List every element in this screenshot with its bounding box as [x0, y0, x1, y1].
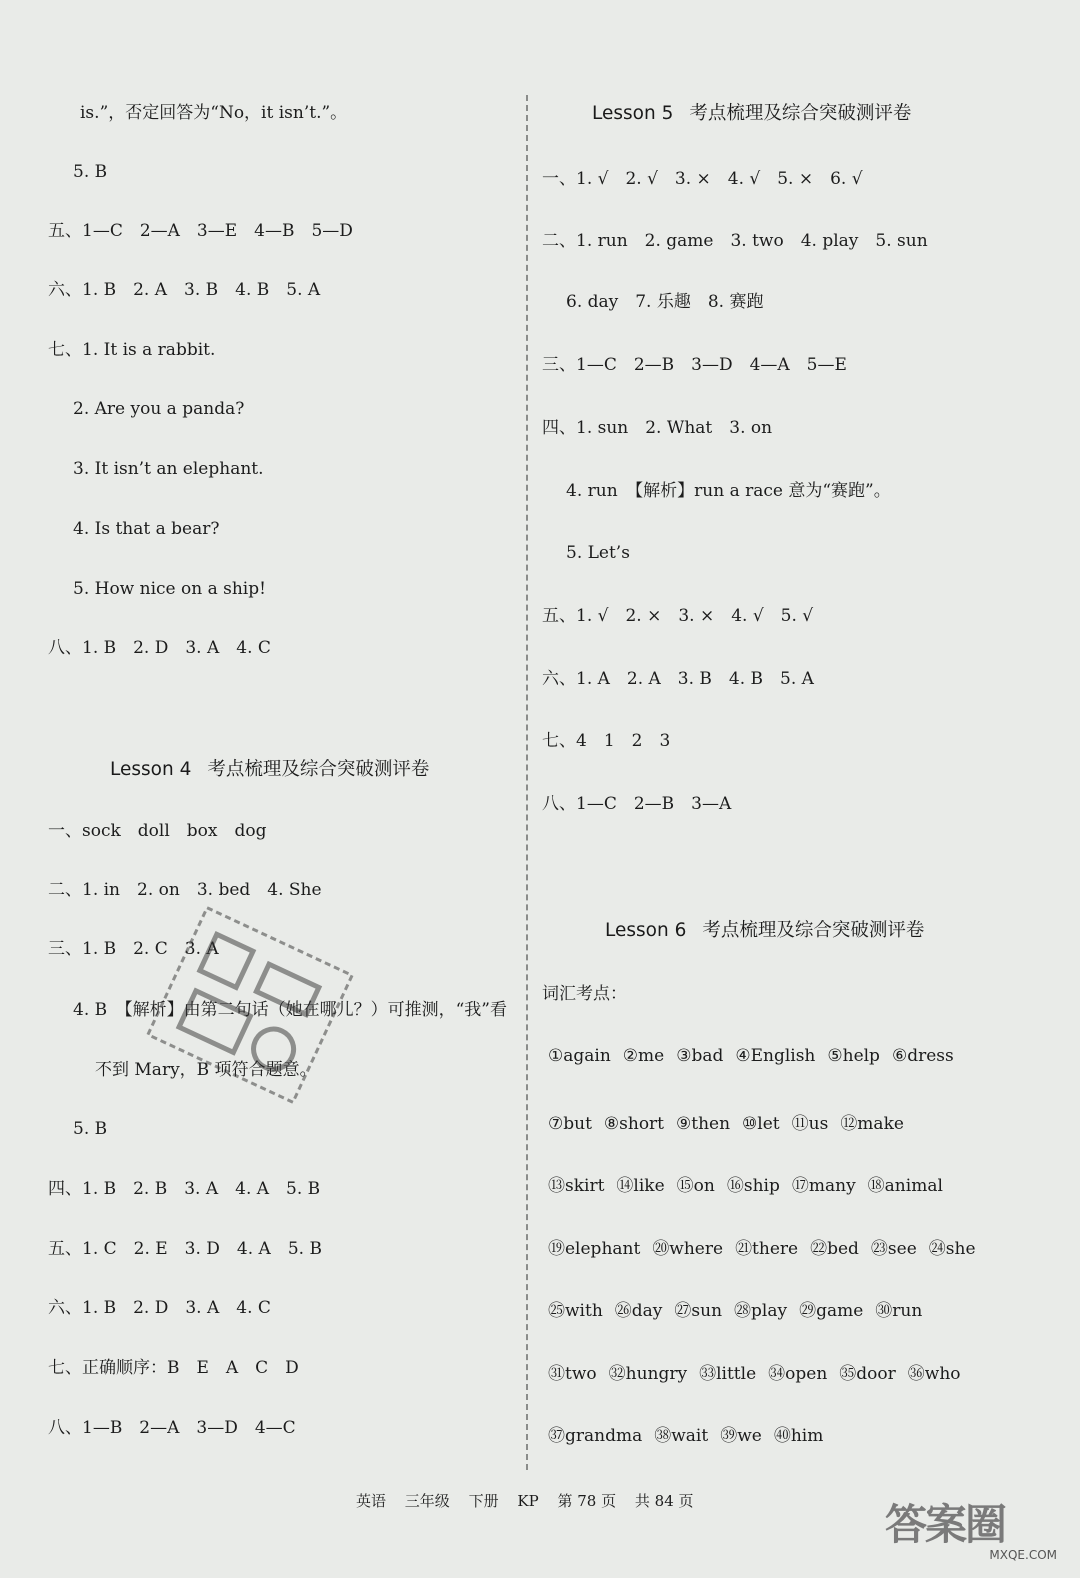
answer-line: 5. How nice on a ship! — [73, 579, 266, 599]
vocab-word: ⑯ship — [726, 1176, 780, 1196]
watermark-logo — [885, 1492, 1065, 1564]
vocab-word: ㉔she — [928, 1238, 976, 1259]
answer-line: 五、1—C 2—A 3—E 4—B 5—D — [48, 221, 353, 241]
answer-line: 六、1. A 2. A 3. B 4. B 5. A — [542, 669, 814, 689]
vocab-word: ⑳where — [652, 1238, 724, 1259]
answer-line: 5. Let’s — [566, 543, 630, 563]
vocab-row — [548, 1296, 934, 1321]
vocab-word: ㉑there — [735, 1238, 799, 1259]
vocab-label: 词汇考点： — [542, 984, 627, 1004]
answer-line: 5. B — [73, 162, 108, 182]
lesson4-heading — [110, 758, 429, 782]
lesson-number: Lesson 5 — [592, 103, 674, 124]
vocab-word: ⑥dress — [891, 1046, 954, 1066]
vocab-word: ④English — [735, 1046, 816, 1066]
lesson-number: Lesson 4 — [110, 759, 192, 780]
answer-line: 3. It isn’t an elephant. — [73, 459, 264, 479]
vocab-word: ㊳wait — [654, 1426, 709, 1446]
answer-line: 四、1. sun 2. What 3. on — [542, 418, 773, 438]
answer-line: 一、sock doll box dog — [48, 821, 267, 841]
vocab-row — [548, 1234, 988, 1259]
answer-line: 八、1. B 2. D 3. A 4. C — [48, 638, 271, 658]
answer-line: 2. Are you a panda? — [73, 399, 245, 419]
answer-line: 八、1—C 2—B 3—A — [542, 794, 732, 814]
answer-line: 七、4 1 2 3 — [542, 731, 671, 751]
vocab-word: ㉓see — [870, 1238, 917, 1259]
footer-subject: 英语 — [356, 1492, 387, 1510]
answer-line: 4. run 【解析】run a race 意为“赛跑”。 — [566, 481, 891, 501]
watermark-text: 答案圈 — [885, 1500, 1006, 1549]
vocab-word: ⑨then — [676, 1113, 731, 1134]
page-footer — [356, 1490, 708, 1511]
vocab-word: ⑭like — [616, 1176, 665, 1196]
footer-grade: 三年级 — [404, 1492, 450, 1510]
watermark-url: MXQE.COM — [989, 1548, 1057, 1562]
lesson5-heading — [592, 102, 911, 126]
lesson-title: 考点梳理及综合突破测评卷 — [689, 103, 912, 124]
lesson-number: Lesson 6 — [605, 920, 687, 941]
vocab-word: ㊱who — [907, 1363, 961, 1384]
vocab-word: ㉞open — [768, 1363, 828, 1384]
vocab-word: ⑫make — [840, 1113, 904, 1134]
vocab-word: ①again — [548, 1046, 611, 1066]
vocab-row — [548, 1171, 955, 1196]
vocab-row — [548, 1046, 966, 1066]
vocab-row — [548, 1421, 835, 1446]
lesson6-heading — [605, 919, 924, 943]
vocab-row — [548, 1109, 916, 1134]
answer-line: 6. day 7. 乐趣 8. 赛跑 — [566, 292, 764, 312]
vocab-word: ⑤help — [827, 1046, 880, 1066]
vocab-word: ⑪us — [791, 1113, 829, 1134]
vocab-word: ㊵him — [773, 1426, 824, 1446]
answer-line: 五、1. C 2. E 3. D 4. A 5. B — [48, 1239, 322, 1259]
answer-line: 三、1—C 2—B 3—D 4—A 5—E — [542, 355, 847, 375]
vocab-word: ㉒bed — [810, 1238, 859, 1259]
answer-line: 二、1. in 2. on 3. bed 4. She — [48, 880, 322, 900]
vocab-word: ⑲elephant — [548, 1238, 641, 1259]
vocab-word: ㉗sun — [674, 1301, 723, 1321]
footer-page: 第 78 页 — [557, 1492, 617, 1510]
answer-line: 二、1. run 2. game 3. two 4. play 5. sun — [542, 231, 928, 251]
vocab-word: ㉝little — [699, 1363, 757, 1384]
vocab-word: ㊴we — [720, 1426, 762, 1446]
answer-line: 六、1. B 2. D 3. A 4. C — [48, 1298, 271, 1318]
vocab-word: ㊲grandma — [548, 1426, 643, 1446]
vocab-word: ㉛two — [548, 1363, 597, 1384]
column-divider — [526, 95, 528, 1470]
footer-volume: 下册 — [468, 1492, 499, 1510]
answer-line: 5. B — [73, 1119, 108, 1139]
lesson-title: 考点梳理及综合突破测评卷 — [207, 759, 430, 780]
vocab-word: ⑱animal — [867, 1176, 943, 1196]
stamp-graphic — [121, 881, 378, 1129]
answer-line: 一、1. √ 2. √ 3. × 4. √ 5. × 6. √ — [542, 169, 863, 189]
answer-line: 4. B 【解析】由第二句话（她在哪儿？）可推测，“我”看 — [73, 1000, 507, 1020]
answer-line: 不到 Mary，B 项符合题意。 — [95, 1060, 317, 1080]
vocab-word: ⑩let — [742, 1113, 780, 1134]
vocab-word: ⑰many — [791, 1176, 856, 1196]
answer-line: 五、1. √ 2. × 3. × 4. √ 5. √ — [542, 606, 814, 626]
vocab-row — [548, 1359, 973, 1384]
answer-line: 八、1—B 2—A 3—D 4—C — [48, 1418, 296, 1438]
vocab-word: ㉜hungry — [608, 1363, 688, 1384]
answer-line: 4. Is that a bear? — [73, 519, 220, 539]
answer-line: 六、1. B 2. A 3. B 4. B 5. A — [48, 280, 321, 300]
vocab-word: ㉙game — [799, 1301, 864, 1321]
vocab-word: ⑬skirt — [548, 1176, 605, 1196]
vocab-word: ㉟door — [839, 1363, 896, 1384]
answer-line: 七、1. It is a rabbit. — [48, 340, 216, 360]
answer-line: 七、正确顺序：B E A C D — [48, 1358, 299, 1378]
vocab-word: ㉕with — [548, 1301, 603, 1321]
footer-edition: KP — [517, 1492, 539, 1510]
lesson-title: 考点梳理及综合突破测评卷 — [702, 920, 925, 941]
vocab-word: ㉖day — [614, 1301, 663, 1321]
footer-total: 共 84 页 — [634, 1492, 694, 1510]
vocab-word: ⑦but — [548, 1113, 592, 1134]
vocab-word: ②me — [622, 1046, 665, 1066]
answer-line: 四、1. B 2. B 3. A 4. A 5. B — [48, 1179, 321, 1199]
vocab-word: ⑧short — [603, 1113, 665, 1134]
vocab-word: ㉘play — [734, 1301, 788, 1321]
answer-line: is.”，否定回答为“No，it isn’t.”。 — [80, 103, 348, 123]
vocab-word: ⑮on — [676, 1176, 715, 1196]
vocab-word: ㉚run — [875, 1301, 923, 1321]
vocab-word: ③bad — [676, 1046, 724, 1066]
answer-line: 三、1. B 2. C 3. A — [48, 939, 219, 959]
